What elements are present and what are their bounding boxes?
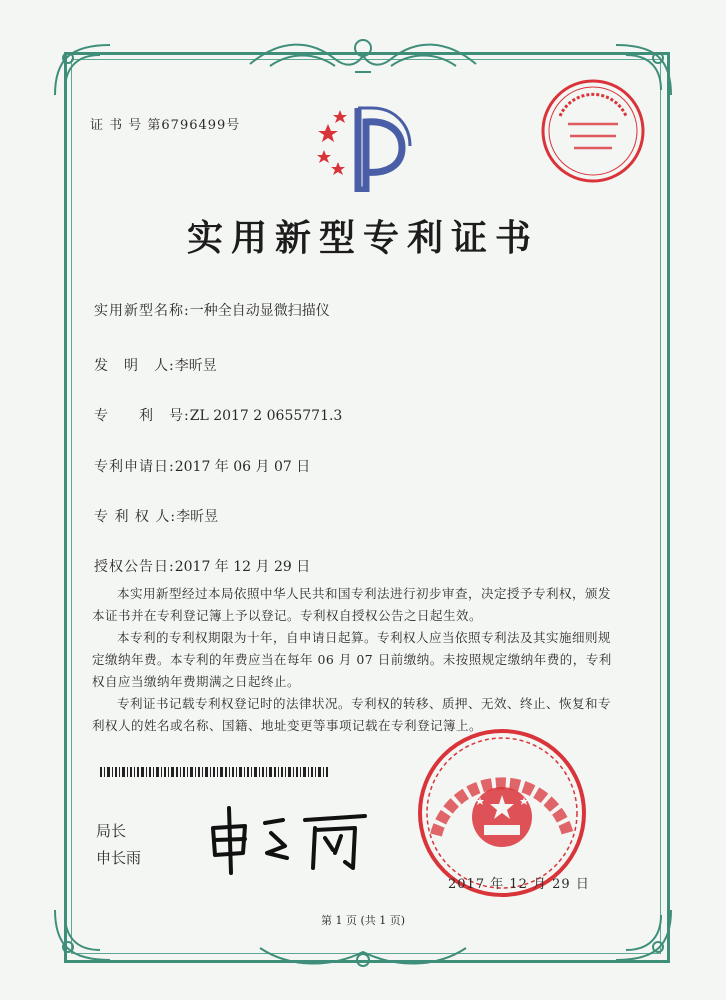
top-ornament-icon [240,34,486,76]
field-label: 专利申请日: [94,459,175,475]
certificate-number: 证 书 号 第6796499号 [90,118,241,133]
barcode-icon [100,767,330,777]
director-name: 申长雨 [96,849,142,867]
field-patent-number [94,405,342,425]
field-label: 专 利 号: [94,408,190,424]
field-application-date [94,456,310,476]
field-label: 授权公告日: [94,559,175,575]
paragraph-term-statement: 本专利的专利权期限为十年，自申请日起算。专利权人应当依照专利法及其实施细则规定缴纳年费。本专利的年费应当在每年 06 月 07 日前缴纳。未按照规定缴纳年费的，专利权自应当缴纳年费期满之日起终止。 [92,630,612,689]
field-value: 一种全自动显微扫描仪 [189,303,330,319]
field-value: 李昕昱 [174,358,217,374]
field-grant-date [94,556,310,576]
field-label: 发 明 人: [94,358,175,374]
agency-seal-icon [538,76,648,186]
paragraph-grant-statement: 本实用新型经过本局依照中华人民共和国专利法进行初步审查，决定授予专利权，颁发本证书并在专利登记簿上予以登记。专利权自授权公告之日起生效。 [92,586,612,623]
director-signature-icon [205,798,375,878]
field-value: 2017 年 06 月 07 日 [174,459,311,475]
field-inventor [94,355,217,375]
patent-office-logo-icon [310,102,414,192]
field-label: 专 利 权 人: [94,509,177,525]
field-value: ZL 2017 2 0655771.3 [189,408,343,424]
field-utility-model-name [94,300,330,320]
field-value: 2017 年 12 月 29 日 [174,559,311,575]
certificate-title: 实用新型专利证书 [186,217,539,259]
page-number: 第 1 页 (共 1 页) [320,914,406,927]
corner-ornament-icon [50,40,120,100]
field-value: 李昕昱 [176,509,219,525]
director-title: 局长 [96,822,127,840]
field-label: 实用新型名称: [94,303,190,319]
seal-date: 2017 年 12 月 29 日 [448,877,590,892]
paragraph-register-statement: 专利证书记载专利权登记时的法律状况。专利权的转移、质押、无效、终止、恢复和专利权人的姓名或名称、国籍、地址变更等事项记载在专利登记簿上。 [92,696,612,733]
bottom-ornament-icon [250,940,476,972]
field-patentee [94,506,218,526]
